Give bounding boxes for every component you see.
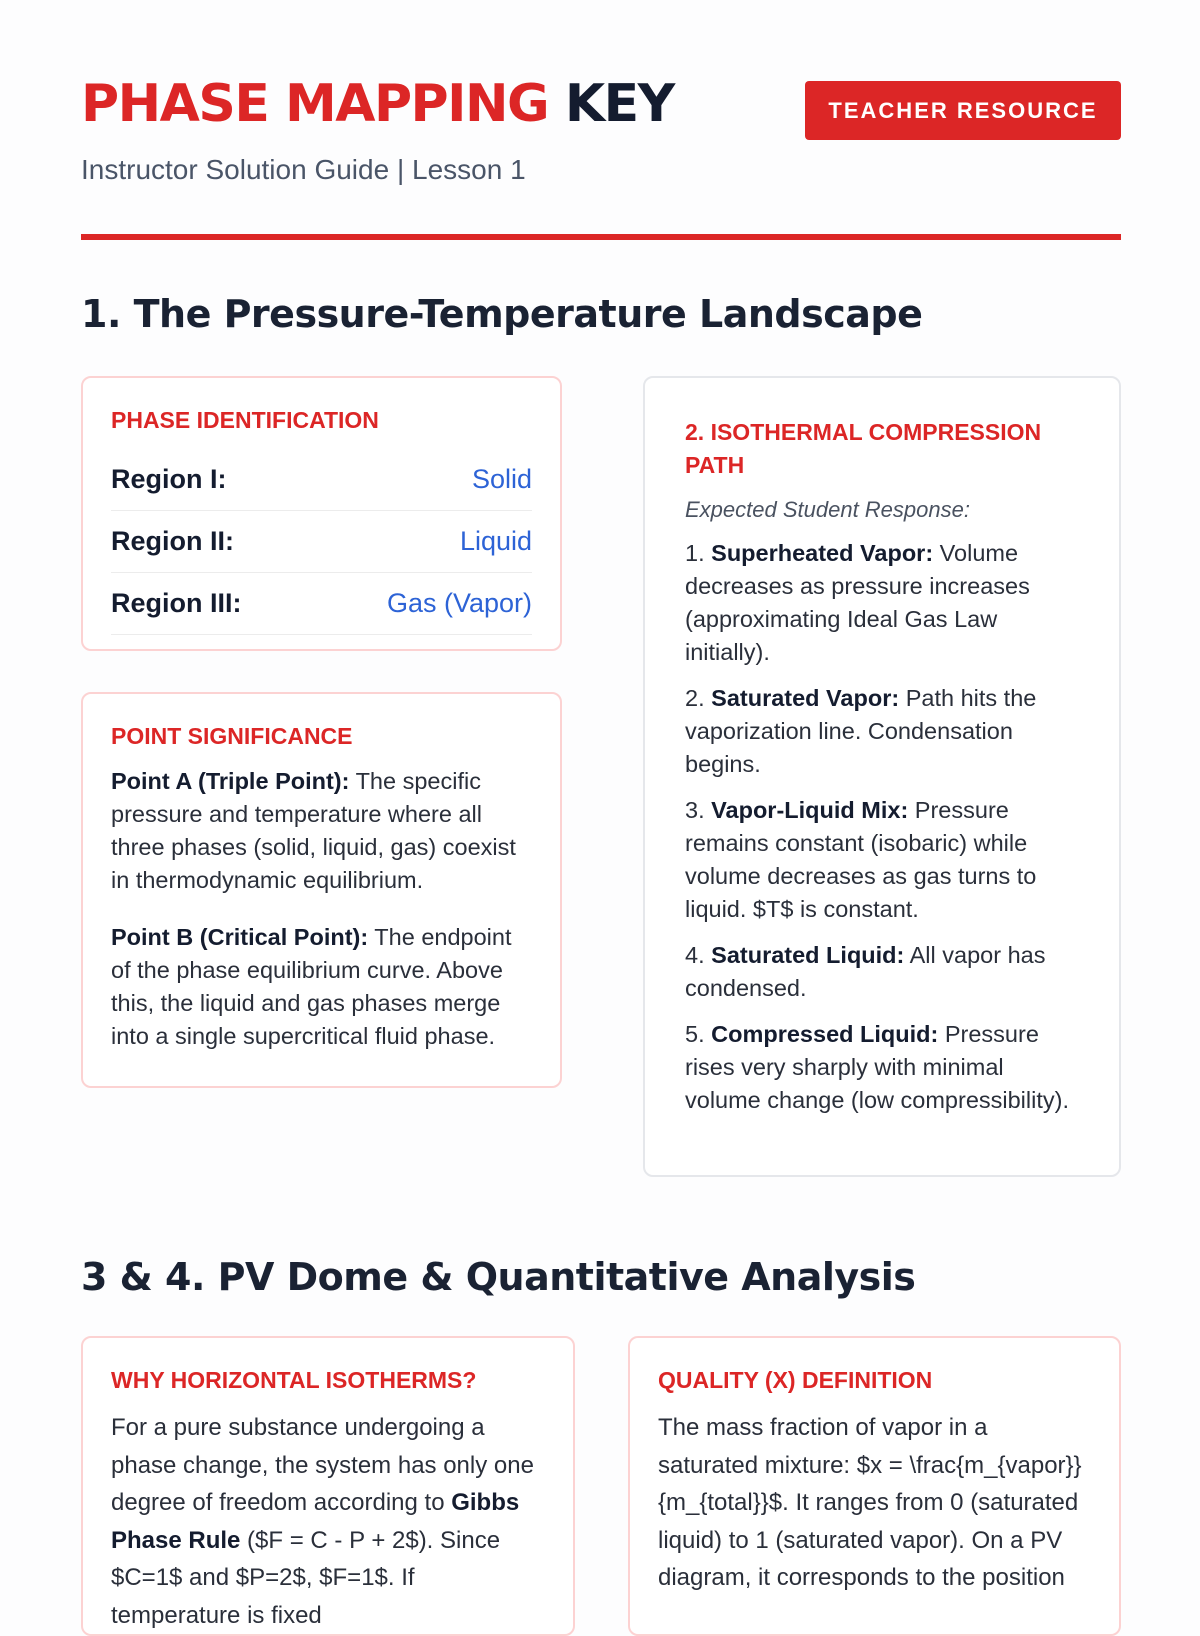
isothermal-compression-card [643, 376, 1121, 1177]
step-text: All vapor has condensed. [685, 941, 1046, 1001]
step-number: 3. [685, 796, 712, 823]
point-b-label: Point B (Critical Point): [111, 924, 369, 951]
point-a-paragraph [111, 765, 532, 897]
step-text: Path hits the vaporization line. Condensation begins. [685, 684, 1037, 777]
document-header [81, 74, 1121, 185]
gibbs-text-end: ($F = C - P + 2$). Since $C=1$ and $P=2$, $F=1$. If temperature is fixed [111, 1526, 501, 1629]
step-label: Saturated Vapor: [711, 684, 900, 711]
region-value: Liquid [459, 526, 532, 557]
region-value: Solid [471, 464, 532, 495]
point-a-label: Point A (Triple Point): [111, 768, 350, 795]
step-text: Pressure remains constant (isobaric) while volume decreases as gas turns to liquid. $T$ is constant. [685, 796, 1037, 922]
step-label: Compressed Liquid: [711, 1020, 939, 1047]
gibbs-phase-rule: Gibbs Phase Rule [111, 1489, 520, 1554]
step-text: Volume decreases as pressure increases (approximating Ideal Gas Law initially). [685, 539, 1030, 665]
page-subtitle: Instructor Solution Guide | Lesson 1 [81, 154, 526, 185]
phase-identification-title: PHASE IDENTIFICATION [111, 407, 379, 433]
region-row [111, 449, 532, 511]
path-step [685, 537, 1079, 669]
page-title-dark: KEY [564, 74, 674, 134]
path-step [685, 794, 1079, 926]
point-significance-title: POINT SIGNIFICANCE [111, 723, 353, 749]
section-title-pv-dome: 3 & 4. PV Dome & Quantitative Analysis [81, 1255, 916, 1299]
horizontal-isotherms-card [81, 1336, 575, 1636]
step-number: 4. [685, 941, 712, 968]
path-step [685, 682, 1079, 781]
region-label: Region I: [111, 464, 227, 495]
step-number: 1. [685, 539, 712, 566]
point-a-text: The specific pressure and temperature where all three phases (solid, liquid, gas) coexist in thermodynamic equilibrium. [111, 768, 516, 894]
region-label: Region II: [111, 526, 234, 557]
step-number: 2. [685, 684, 712, 711]
path-step [685, 939, 1079, 1005]
quality-definition-title: QUALITY (X) DEFINITION [658, 1367, 933, 1393]
point-b-paragraph [111, 921, 532, 1053]
region-row [111, 511, 532, 573]
page-title-red: PHASE MAPPING [81, 74, 549, 134]
quality-definition-text: The mass fraction of vapor in a saturated mixture: $x = \frac{m_{vapor}}{m_{total}}$. It ranges from 0 (saturated liquid) to 1 (saturated vapor). On a PV diagram, it corresponds to the position [658, 1414, 1082, 1592]
step-label: Saturated Liquid: [711, 941, 905, 968]
region-value: Gas (Vapor) [386, 588, 532, 619]
horizontal-isotherms-text [111, 1409, 545, 1634]
point-significance-card [81, 692, 562, 1088]
expected-response-label: Expected Student Response: [685, 496, 970, 522]
header-divider [81, 234, 1121, 240]
step-number: 5. [685, 1020, 712, 1047]
teacher-resource-badge: TEACHER RESOURCE [805, 81, 1121, 140]
region-label: Region III: [111, 588, 242, 619]
section-title-landscape: 1. The Pressure-Temperature Landscape [81, 292, 923, 336]
horizontal-isotherms-title: WHY HORIZONTAL ISOTHERMS? [111, 1367, 477, 1393]
path-step [685, 1018, 1079, 1117]
step-label: Superheated Vapor: [711, 539, 934, 566]
gibbs-text-start: For a pure substance undergoing a phase change, the system has only one degree of freedom according to [111, 1414, 534, 1517]
quality-definition-card [628, 1336, 1121, 1636]
isothermal-compression-title: 2. ISOTHERMAL COMPRESSION PATH [685, 419, 1042, 479]
phase-identification-card [81, 376, 562, 651]
point-b-text: The endpoint of the phase equilibrium curve. Above this, the liquid and gas phases merge into a single supercritical fluid phase. [111, 924, 512, 1050]
step-label: Vapor-Liquid Mix: [711, 796, 909, 823]
region-row [111, 573, 532, 635]
step-text: Pressure rises very sharply with minimal volume change (low compressibility). [685, 1020, 1069, 1113]
